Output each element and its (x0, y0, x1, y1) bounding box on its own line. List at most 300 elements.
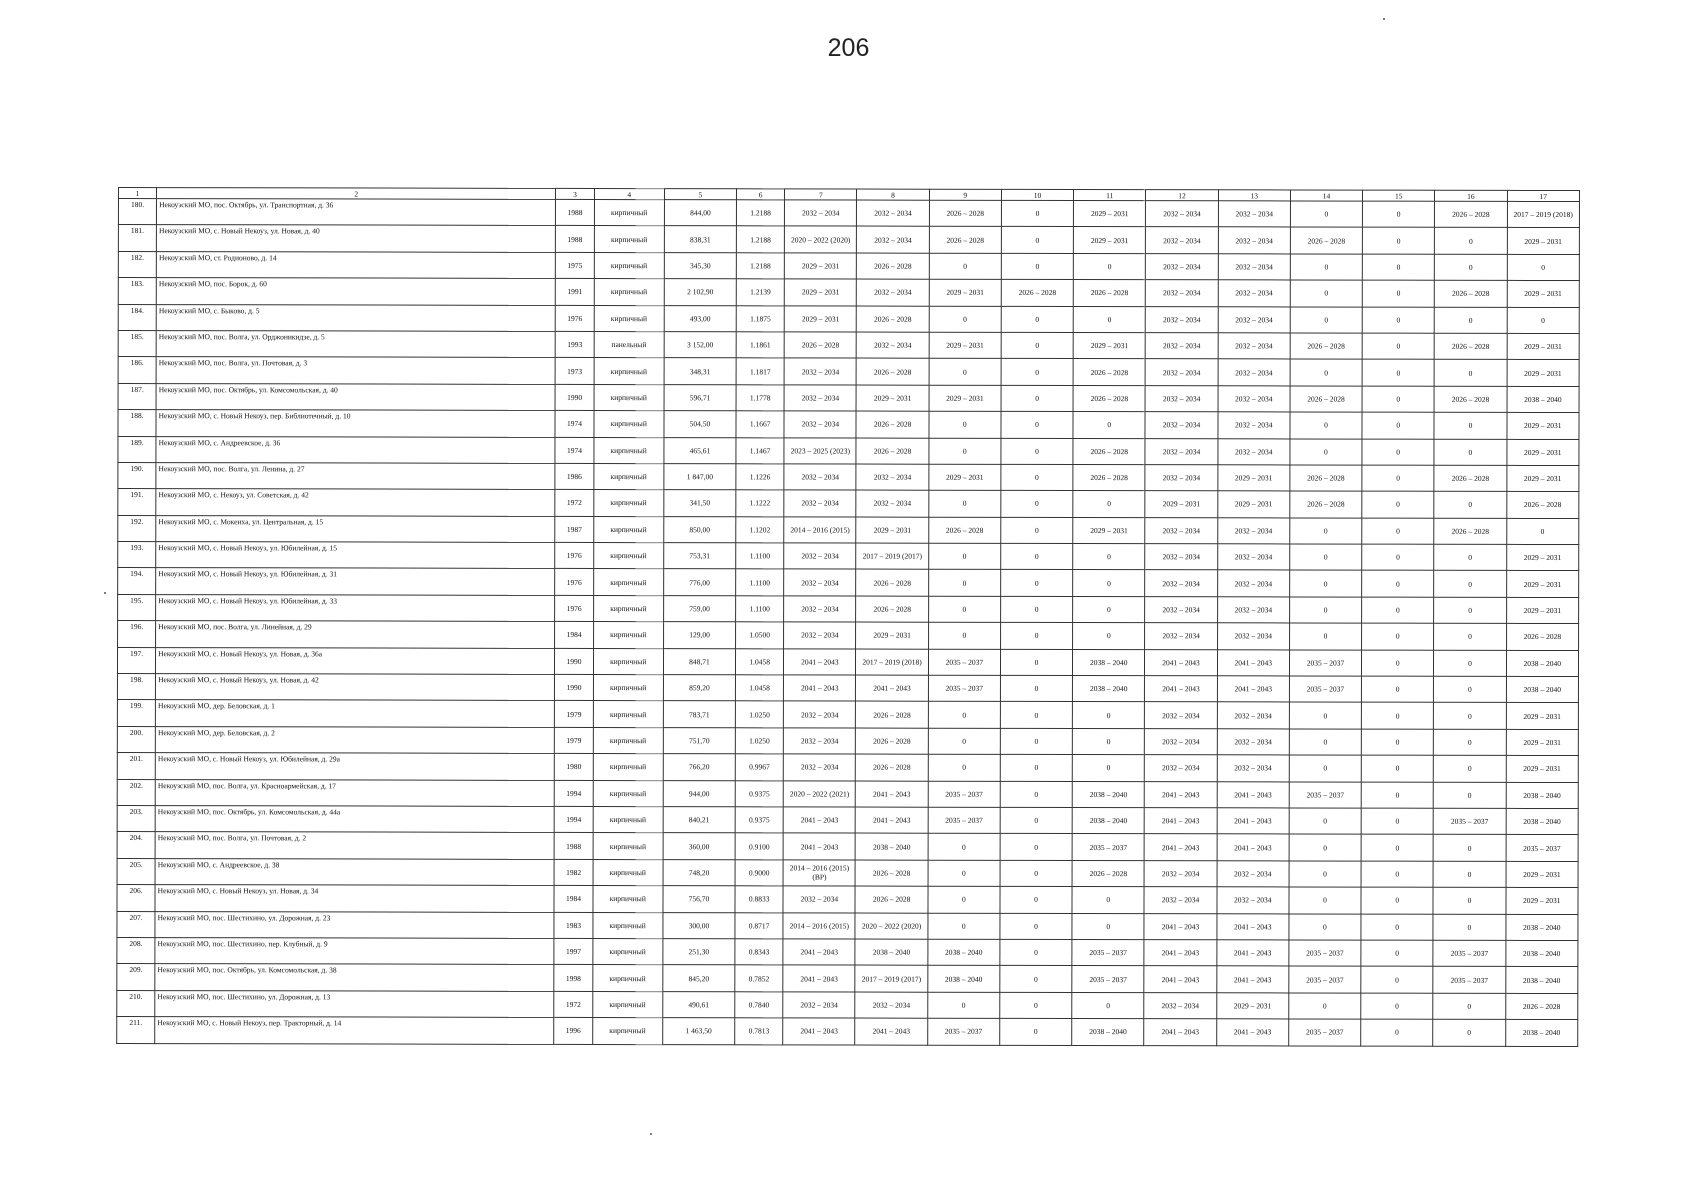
table-cell: 0 (1289, 993, 1361, 1020)
table-cell: 0 (1000, 649, 1072, 676)
table-cell: 0 (928, 622, 1000, 649)
table-cell: 2029 – 2031 (856, 517, 928, 544)
table-cell: 2032 – 2034 (784, 596, 856, 623)
table-cell: 2032 – 2034 (784, 385, 856, 412)
table-cell: 2041 – 2043 (783, 939, 855, 966)
table-cell: 0 (1073, 570, 1145, 597)
table-cell: 0 (1362, 518, 1434, 545)
header-cell: 5 (664, 189, 736, 200)
header-cell: 12 (1146, 190, 1218, 201)
header-cell: 10 (1001, 189, 1073, 200)
table-cell: 2032 – 2034 (857, 226, 929, 253)
table-cell: 2026 – 2028 (856, 754, 928, 781)
table-cell: 1984 (555, 622, 593, 648)
table-cell: 2026 – 2028 (857, 253, 929, 280)
table-cell: 186. (118, 357, 156, 383)
table-cell: 2032 – 2034 (784, 490, 856, 517)
table-cell: 783,71 (663, 701, 735, 728)
table-cell: 2038 – 2040 (1073, 676, 1145, 703)
table-cell: 1.1778 (736, 385, 784, 411)
table-cell: 0 (1362, 280, 1434, 307)
table-cell: 2032 – 2034 (784, 358, 856, 385)
table-cell: 2029 – 2031 (1145, 491, 1217, 518)
table-cell: 199. (117, 700, 155, 726)
table-cell: 2032 – 2034 (784, 569, 856, 596)
table-cell: 465,61 (664, 437, 736, 464)
table-cell: кирпичный (593, 622, 663, 649)
table-cell: 1972 (555, 490, 593, 516)
table-cell: 0.9967 (735, 754, 783, 780)
table-cell: 2032 – 2034 (1217, 517, 1289, 544)
table-cell: 0 (1434, 782, 1506, 809)
address-cell: Некоузский МО, пос. Октябрь, ул. Комсомольская, д. 38 (155, 964, 554, 991)
table-row (118, 568, 1579, 597)
table-cell: 1.1222 (736, 490, 784, 516)
table-cell: 1979 (555, 701, 593, 727)
table-cell: кирпичный (593, 727, 663, 754)
table-cell: 196. (118, 621, 156, 647)
table-cell: кирпичный (594, 437, 664, 464)
table-cell: 2032 – 2034 (784, 701, 856, 728)
table-cell: 2032 – 2034 (1218, 280, 1290, 307)
table-cell: 0 (1435, 254, 1507, 281)
table-cell: 0 (1434, 755, 1506, 782)
table-cell: 1.1100 (736, 569, 784, 595)
table-cell: 2017 – 2019 (2017) (855, 965, 927, 992)
table-cell: 2029 – 2031 (785, 253, 857, 280)
table-cell: 0 (1361, 966, 1433, 993)
table-cell: 0 (1001, 570, 1073, 597)
table-cell: 2032 – 2034 (784, 464, 856, 491)
table-cell: 1.2188 (736, 253, 784, 279)
table-cell: 845,20 (663, 965, 735, 992)
table-cell: 493,00 (664, 305, 736, 332)
table-cell: 0 (1289, 597, 1361, 624)
table-cell: 1.1202 (736, 516, 784, 542)
table-cell: 1976 (556, 305, 594, 331)
table-cell: 1990 (555, 674, 593, 700)
table-cell: 0 (1001, 411, 1073, 438)
table-cell: кирпичный (593, 701, 663, 728)
table-cell: 2035 – 2037 (1072, 966, 1144, 993)
header-cell: 2 (157, 188, 556, 200)
table-cell: 205. (117, 858, 155, 884)
table-cell: 2014 – 2016 (2015) (784, 517, 856, 544)
table-cell: 2026 – 2028 (1435, 280, 1507, 307)
table-cell: 2038 – 2040 (1507, 386, 1579, 413)
table-cell: 2032 – 2034 (1217, 755, 1289, 782)
header-cell: 13 (1218, 190, 1290, 201)
table-cell: 2041 – 2043 (1217, 940, 1289, 967)
table-cell: 2041 – 2043 (784, 675, 856, 702)
table-cell: 0 (1000, 728, 1072, 755)
header-cell: 16 (1435, 190, 1507, 201)
table-cell: 2032 – 2034 (1218, 412, 1290, 439)
table-cell: 1976 (555, 542, 593, 568)
address-cell: Некоузский МО, с. Новый Некоуз, пер. Тракторный, д. 14 (155, 1017, 554, 1044)
table-cell: 1.2139 (736, 279, 784, 305)
table-cell: 2041 – 2043 (1145, 676, 1217, 703)
table-cell: 2029 – 2031 (857, 385, 929, 412)
table-cell: 1979 (555, 727, 593, 753)
header-cell: 1 (118, 188, 156, 199)
address-cell: Некоузский МО, дер. Беловская, д. 1 (155, 700, 554, 727)
table-cell: 1.1467 (736, 437, 784, 463)
table-cell: 191. (118, 489, 156, 515)
table-cell: 1982 (555, 859, 593, 885)
table-cell: 2032 – 2034 (1145, 438, 1217, 465)
table-cell: 0 (1290, 438, 1362, 465)
table-row (118, 383, 1579, 412)
table-cell: 840,21 (663, 807, 735, 834)
table-cell: 2038 – 2040 (1073, 649, 1145, 676)
table-cell: 208. (117, 937, 155, 963)
table-cell: 0 (1001, 227, 1073, 254)
table-cell: 2041 – 2043 (783, 807, 855, 834)
table-cell: 0 (928, 834, 1000, 861)
table-cell: 0 (928, 596, 1000, 623)
table-cell: 2029 – 2031 (1073, 332, 1145, 359)
table-cell: 2029 – 2031 (1074, 227, 1146, 254)
page-number: 206 (827, 34, 870, 62)
table-cell: 0 (1001, 517, 1073, 544)
table-cell: 1.2188 (736, 226, 784, 252)
table-cell: 2032 – 2034 (1217, 861, 1289, 888)
table-cell: 2032 – 2034 (857, 200, 929, 227)
table-cell: 2032 – 2034 (857, 279, 929, 306)
table-row (118, 515, 1579, 544)
table-cell: кирпичный (593, 595, 663, 622)
table-cell: 2032 – 2034 (1146, 227, 1218, 254)
address-cell: Некоузский МО, пос. Октябрь, ул. Комсомольская, д. 40 (156, 383, 555, 410)
table-cell: 2032 – 2034 (855, 992, 927, 1019)
table-cell: 2032 – 2034 (785, 200, 857, 227)
table-cell: 0.9375 (735, 807, 783, 833)
table-cell: 0 (929, 253, 1001, 280)
address-cell: Некоузский МО, пос. Октябрь, ул. Комсомольская, д. 44а (155, 806, 554, 833)
header-cell: 7 (785, 189, 857, 200)
table-cell: кирпичный (594, 384, 664, 411)
table-cell: 2017 – 2019 (2018) (1507, 201, 1579, 228)
table-cell: 0 (1001, 253, 1073, 280)
table-cell: кирпичный (594, 358, 664, 385)
address-cell: Некоузский МО, с. Новый Некоуз, ул. Новая, д. 34 (155, 885, 554, 912)
header-cell: 14 (1290, 190, 1362, 201)
table-cell: 0 (1000, 860, 1072, 887)
table-cell: 2032 – 2034 (1218, 438, 1290, 465)
table-cell: 1 463,50 (663, 1018, 735, 1045)
table-cell: 2026 – 2028 (856, 728, 928, 755)
table-cell: кирпичный (594, 252, 664, 279)
table-cell: 194. (118, 568, 156, 594)
table-cell: 1.1100 (736, 543, 784, 569)
table-cell: 2026 – 2028 (856, 438, 928, 465)
table-cell: 1976 (555, 569, 593, 595)
address-cell: Некоузский МО, с. Мокеиха, ул. Центральная, д. 15 (156, 515, 555, 542)
table-cell: 944,00 (663, 780, 735, 807)
table-cell: 1973 (556, 358, 594, 384)
table-cell: 2029 – 2031 (929, 385, 1001, 412)
table-cell: 0 (1361, 703, 1433, 730)
header-cell: 17 (1507, 190, 1579, 201)
table-cell: 2032 – 2034 (1145, 544, 1217, 571)
table-cell: 1972 (554, 991, 592, 1017)
table-cell: кирпичный (592, 1018, 662, 1045)
table-cell: 0 (1434, 624, 1506, 651)
table-cell: 2029 – 2031 (929, 332, 1001, 359)
address-cell: Некоузский МО, с. Быково, д. 5 (156, 304, 555, 331)
table-cell: 0 (1289, 861, 1361, 888)
table-cell: 2029 – 2031 (1506, 756, 1578, 783)
table-row (117, 647, 1578, 676)
table-cell: 1994 (555, 806, 593, 832)
table-cell: 2026 – 2028 (856, 860, 928, 887)
table-cell: 207. (117, 911, 155, 937)
table-row (117, 832, 1578, 861)
table-cell: 2026 – 2028 (1506, 492, 1578, 519)
table-cell: 348,31 (664, 358, 736, 385)
table-cell: 2032 – 2034 (1217, 570, 1289, 597)
table-cell: 2035 – 2037 (1433, 967, 1505, 994)
table-cell: 759,00 (663, 596, 735, 623)
table-cell: 2032 – 2034 (1217, 597, 1289, 624)
table-cell: 2032 – 2034 (1217, 702, 1289, 729)
table-cell: 2038 – 2040 (1072, 1019, 1144, 1046)
table-cell: 2026 – 2028 (929, 200, 1001, 227)
address-cell: Некоузский МО, с. Новый Некоуз, ул. Юбилейная, д. 29а (155, 753, 554, 780)
table-cell: 1988 (556, 226, 594, 252)
table-cell: 0 (1000, 675, 1072, 702)
table-cell: 2032 – 2034 (784, 728, 856, 755)
table-cell: 360,00 (663, 833, 735, 860)
table-cell: 2041 – 2043 (855, 1018, 927, 1045)
address-cell: Некоузский МО, пос. Шестихино, ул. Дорожная, д. 23 (155, 911, 554, 938)
table-cell: 2032 – 2034 (1218, 359, 1290, 386)
table-cell: 0 (1000, 992, 1072, 1019)
table-row (117, 990, 1578, 1019)
table-cell: 0 (1433, 861, 1505, 888)
table-cell: 2032 – 2034 (1144, 992, 1216, 1019)
table-cell: 2029 – 2031 (1506, 439, 1578, 466)
table-cell: 766,20 (663, 754, 735, 781)
table-cell: 2038 – 2040 (1072, 807, 1144, 834)
table-cell: 0 (1000, 702, 1072, 729)
table-cell: 0.7813 (735, 1018, 783, 1044)
table-cell: 1.1817 (736, 358, 784, 384)
address-cell: Некоузский МО, с. Некоуз, ул. Советская, д. 42 (156, 489, 555, 516)
table-cell: 2023 – 2025 (2023) (784, 437, 856, 464)
table-cell: 2038 – 2040 (1505, 967, 1577, 994)
table-cell: 2026 – 2028 (1073, 464, 1145, 491)
table-cell: 0 (1433, 914, 1505, 941)
table-cell: 2032 – 2034 (783, 992, 855, 1019)
header-cell: 3 (556, 188, 594, 199)
table-cell: кирпичный (594, 279, 664, 306)
table-cell: 2032 – 2034 (1144, 860, 1216, 887)
table-row (118, 225, 1579, 254)
table-cell: 2032 – 2034 (1145, 623, 1217, 650)
table-cell: 2032 – 2034 (1145, 359, 1217, 386)
table-row (118, 410, 1579, 439)
table-cell: 0 (1000, 755, 1072, 782)
table-cell: 2026 – 2028 (1434, 386, 1506, 413)
table-cell: 1974 (555, 411, 593, 437)
table-cell: 0 (1000, 887, 1072, 914)
address-cell: Некоузский МО, пос. Волга, ул. Почтовая, д. 2 (155, 832, 554, 859)
table-cell: 0 (1434, 650, 1506, 677)
table-cell: 2038 – 2040 (1505, 1020, 1577, 1047)
address-cell: Некоузский МО, пос. Октябрь, ул. Транспортная, д. 36 (157, 199, 556, 226)
table-cell: 1974 (555, 437, 593, 463)
table-cell: 1 847,00 (664, 464, 736, 491)
table-cell: 192. (118, 515, 156, 541)
table-cell: 0 (1290, 201, 1362, 228)
table-cell: 751,70 (663, 727, 735, 754)
table-cell: 2041 – 2043 (1217, 676, 1289, 703)
table-cell: кирпичный (592, 991, 662, 1018)
table-cell: 1980 (555, 754, 593, 780)
table-cell: 2032 – 2034 (1145, 385, 1217, 412)
table-cell: 753,31 (664, 543, 736, 570)
header-cell: 4 (594, 188, 664, 199)
table-cell: кирпичный (593, 886, 663, 913)
address-cell: Некоузский МО, пос. Волга, ул. Ленина, д. 27 (156, 462, 555, 489)
table-cell: 0 (1362, 359, 1434, 386)
table-cell: 2029 – 2031 (929, 279, 1001, 306)
table-cell: 2026 – 2028 (1290, 333, 1362, 360)
table-cell: 2035 – 2037 (1289, 650, 1361, 677)
table-cell: 181. (118, 225, 156, 251)
scan-speck (1383, 18, 1385, 20)
table-cell: 0 (1001, 438, 1073, 465)
table-cell: 756,70 (663, 886, 735, 913)
table-cell: 2029 – 2031 (1506, 597, 1578, 624)
table-cell: 2032 – 2034 (1145, 465, 1217, 492)
table-row (118, 199, 1579, 228)
table-cell: кирпичный (593, 806, 663, 833)
table-cell: 0 (1507, 307, 1579, 334)
table-cell: 0 (1072, 913, 1144, 940)
table-cell: 2041 – 2043 (1145, 781, 1217, 808)
table-cell: 1.1861 (736, 332, 784, 358)
table-cell: 251,30 (663, 939, 735, 966)
table-cell: 2035 – 2037 (1289, 782, 1361, 809)
table-cell: 2041 – 2043 (1144, 834, 1216, 861)
table-cell: 0 (1434, 597, 1506, 624)
table-cell: 2032 – 2034 (1145, 755, 1217, 782)
table-cell: 0 (1434, 571, 1506, 598)
table-cell: 0 (1001, 543, 1073, 570)
header-cell: 6 (737, 189, 785, 200)
address-cell: Некоузский МО, с. Новый Некоуз, ул. Юбилейная, д. 33 (156, 594, 555, 621)
table-cell: 0 (1362, 676, 1434, 703)
table-cell: 850,00 (664, 516, 736, 543)
table-cell: 2029 – 2031 (1507, 413, 1579, 440)
table-row (118, 594, 1579, 623)
table-cell: 2032 – 2034 (1146, 333, 1218, 360)
table-cell: 0 (1001, 332, 1073, 359)
table-cell: 0.9375 (735, 780, 783, 806)
table-cell: 596,71 (664, 384, 736, 411)
table-cell: кирпичный (594, 411, 664, 438)
table-cell: 0 (1434, 544, 1506, 571)
table-cell: 0 (1433, 835, 1505, 862)
table-cell: кирпичный (593, 463, 663, 490)
table-cell: кирпичный (593, 675, 663, 702)
table-cell: 0 (929, 306, 1001, 333)
table-cell: 185. (118, 330, 156, 356)
table-cell: 0.8717 (735, 912, 783, 938)
table-cell: 2035 – 2037 (1433, 940, 1505, 967)
header-cell: 11 (1074, 190, 1146, 201)
table-cell: 3 152,00 (664, 332, 736, 359)
table-cell: 2020 – 2022 (2020) (855, 913, 927, 940)
table-cell: 1988 (556, 199, 594, 225)
table-cell: 2041 – 2043 (1217, 834, 1289, 861)
table-cell: 0 (1073, 596, 1145, 623)
table-cell: 0 (1289, 834, 1361, 861)
table-cell: 2026 – 2028 (929, 227, 1001, 254)
table-cell: 1993 (556, 331, 594, 357)
table-cell: 2026 – 2028 (1434, 465, 1506, 492)
table-cell: 2 102,90 (664, 279, 736, 306)
table-cell: 0 (1433, 993, 1505, 1020)
table-cell: 1994 (555, 780, 593, 806)
table-cell: 0 (1361, 729, 1433, 756)
table-cell: 0.9000 (735, 860, 783, 886)
table-cell: 0 (1362, 597, 1434, 624)
table-cell: 0 (1362, 386, 1434, 413)
table-cell: кирпичный (593, 516, 663, 543)
table-cell: 0 (1073, 491, 1145, 518)
table-cell: 2026 – 2028 (1434, 518, 1506, 545)
table-cell: 0 (1289, 623, 1361, 650)
table-row (117, 1017, 1578, 1046)
header-cell: 9 (929, 189, 1001, 200)
table-cell: 2029 – 2031 (1506, 571, 1578, 598)
table-cell: кирпичный (594, 226, 664, 253)
address-cell: Некоузский МО, с. Новый Некоуз, ул. Новая, д. 36а (156, 647, 555, 674)
table-cell: 1988 (555, 833, 593, 859)
table-cell: 2026 – 2028 (1434, 333, 1506, 360)
table-cell: 2035 – 2037 (1289, 966, 1361, 993)
table-cell: 0 (1506, 518, 1578, 545)
table-row (117, 911, 1578, 940)
table-cell: 0 (1362, 491, 1434, 518)
table-cell: 1990 (556, 384, 594, 410)
table-cell: 2035 – 2037 (1433, 808, 1505, 835)
table-cell: 2026 – 2028 (1290, 491, 1362, 518)
table-cell: 0 (929, 490, 1001, 517)
table-cell: 0 (1434, 439, 1506, 466)
table-cell: 0 (928, 570, 1000, 597)
table-cell: 203. (117, 805, 155, 831)
table-cell: 2041 – 2043 (1144, 966, 1216, 993)
table-cell: 2032 – 2034 (1146, 280, 1218, 307)
table-cell: 2026 – 2028 (856, 701, 928, 728)
table-cell: 209. (117, 964, 155, 990)
table-cell: 2035 – 2037 (928, 781, 1000, 808)
table-cell: 0 (928, 728, 1000, 755)
table-cell: 0 (1363, 201, 1435, 228)
table-row (117, 964, 1578, 993)
table-cell: 0 (1434, 729, 1506, 756)
table-cell: 2038 – 2040 (928, 939, 1000, 966)
table-cell: кирпичный (593, 780, 663, 807)
table-cell: 2038 – 2040 (1506, 782, 1578, 809)
table-cell: 0 (1001, 200, 1073, 227)
table-cell: 2032 – 2034 (784, 411, 856, 438)
